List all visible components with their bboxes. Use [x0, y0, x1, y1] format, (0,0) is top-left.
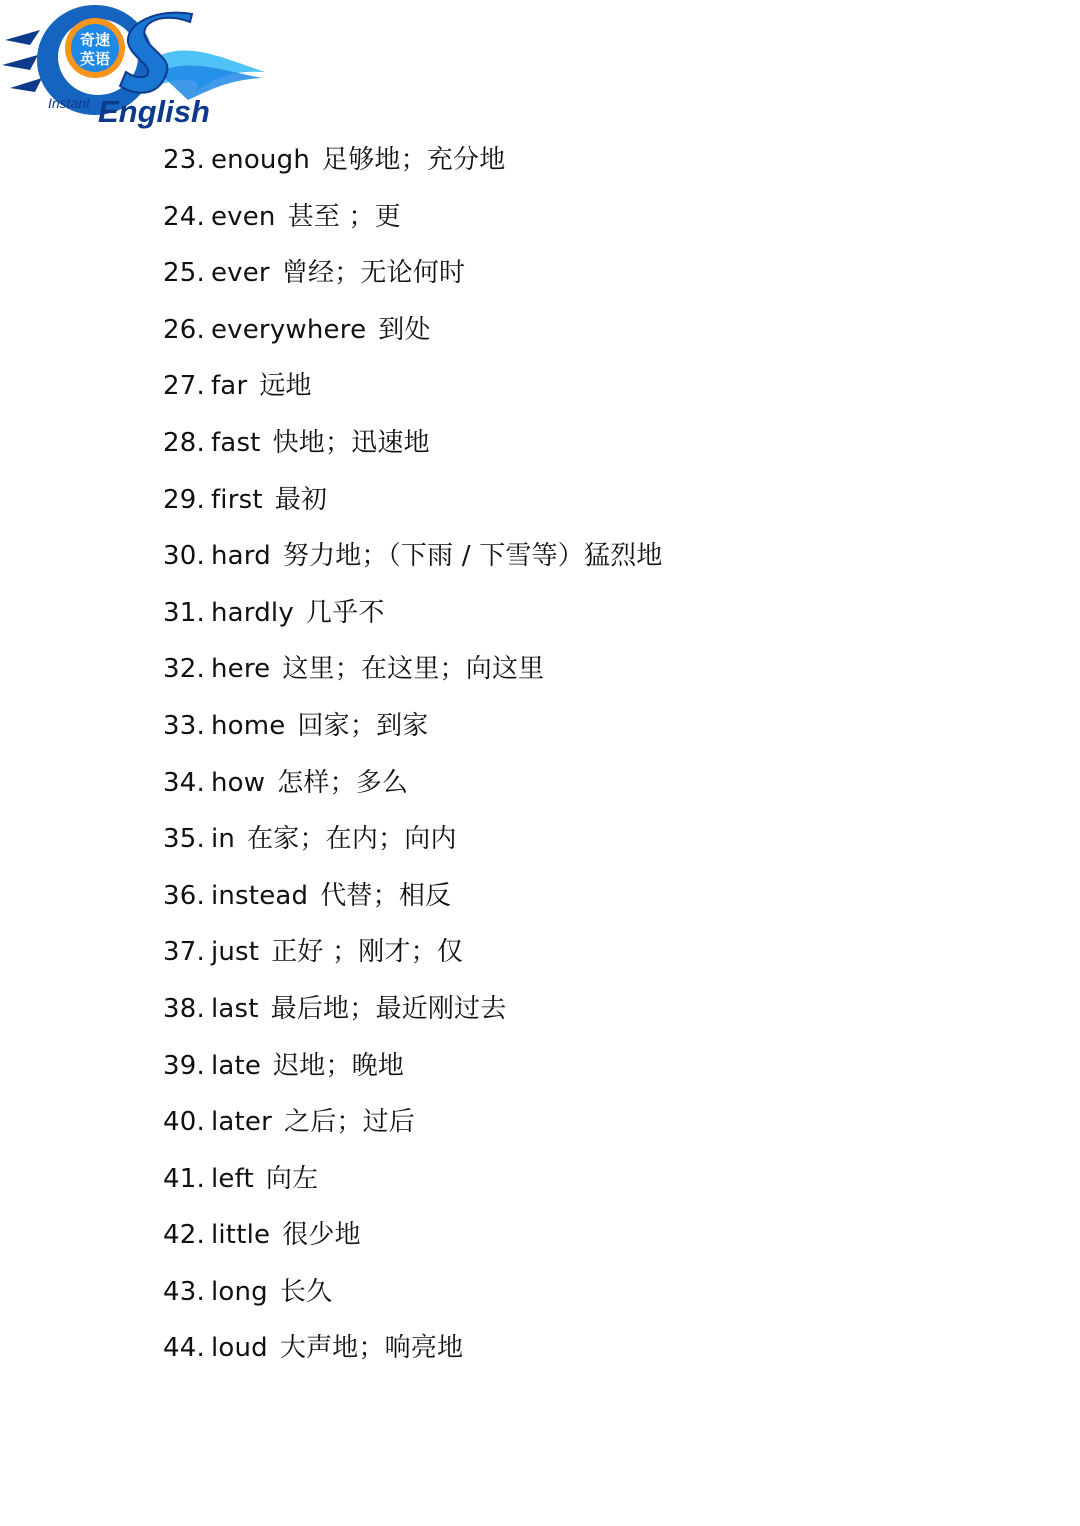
vocab-item: [163, 189, 663, 246]
vocab-item: [163, 245, 663, 302]
vocab-word: home: [210, 710, 286, 741]
vocab-meaning: 很少地: [282, 1220, 361, 1251]
vocab-word: just: [210, 937, 260, 968]
vocab-number: 36.: [163, 880, 205, 911]
vocab-item: [163, 811, 663, 868]
qs-english-logo: [0, 0, 270, 135]
vocab-word: later: [210, 1107, 272, 1138]
vocab-number: 25.: [163, 258, 205, 289]
vocab-meaning: 之后；过后: [284, 1107, 416, 1138]
vocab-number: 29.: [163, 484, 205, 515]
vocab-item: [163, 1094, 663, 1151]
vocab-word: enough: [210, 145, 310, 175]
vocab-word: last: [210, 993, 259, 1024]
vocab-item: [163, 415, 663, 472]
vocab-word: far: [210, 371, 248, 402]
vocab-meaning: 远地: [259, 371, 312, 402]
vocab-word: in: [210, 824, 236, 855]
vocab-meaning: 到处: [378, 314, 431, 345]
vocab-meaning: 迟地；晚地: [273, 1050, 405, 1081]
vocab-number: 44.: [163, 1333, 205, 1364]
vocab-meaning: 这里；在这里；向这里: [282, 654, 545, 685]
vocab-item: [163, 981, 663, 1038]
vocab-word: loud: [210, 1333, 268, 1364]
vocab-item: [163, 528, 663, 585]
vocab-meaning: 向左: [265, 1163, 319, 1194]
vocab-item: [163, 1264, 663, 1321]
vocab-number: 30.: [163, 541, 205, 572]
vocab-meaning: 快地；迅速地: [272, 427, 430, 458]
vocab-number: 41.: [163, 1163, 205, 1194]
vocab-item: [163, 585, 663, 642]
vocab-number: 28.: [163, 427, 205, 458]
vocab-meaning: 大声地；响亮地: [279, 1333, 464, 1364]
vocab-word: first: [210, 484, 263, 515]
vocab-number: 31.: [163, 597, 205, 628]
vocab-item: [163, 868, 663, 925]
vocab-list: [163, 132, 663, 1377]
vocab-number: 26.: [163, 314, 205, 345]
vocab-number: 40.: [163, 1107, 205, 1138]
vocab-number: 34.: [163, 767, 205, 798]
vocab-meaning: 最后地；最近刚过去: [270, 993, 507, 1024]
vocab-word: hardly: [210, 597, 294, 628]
vocab-word: late: [210, 1050, 262, 1081]
vocab-item: [163, 472, 663, 529]
vocab-number: 33.: [163, 710, 205, 741]
vocab-number: 38.: [163, 993, 205, 1024]
vocab-meaning: 在家；在内；向内: [247, 824, 457, 855]
logo-tagline-small: Instant: [48, 95, 91, 111]
vocab-item: [163, 698, 663, 755]
vocab-meaning: 怎样；多么: [277, 767, 409, 798]
vocab-item: [163, 1320, 663, 1377]
vocab-number: 24.: [163, 201, 205, 232]
vocab-item: [163, 302, 663, 359]
vocab-word: everywhere: [210, 314, 367, 345]
vocab-item: [163, 1151, 663, 1208]
vocab-meaning: 足够地；充分地: [322, 145, 506, 175]
vocab-meaning: 长久: [279, 1276, 333, 1307]
vocab-word: hard: [210, 541, 271, 572]
vocab-meaning: 正好 ；刚才；仅: [271, 937, 464, 968]
vocab-item: [163, 132, 663, 189]
vocab-meaning: 几乎不: [305, 597, 385, 628]
vocab-number: 39.: [163, 1050, 205, 1081]
vocab-meaning: 甚至 ；更: [287, 201, 401, 232]
vocab-number: 37.: [163, 937, 205, 968]
vocab-meaning: 代替；相反: [320, 880, 452, 911]
vocab-word: left: [210, 1163, 254, 1194]
vocab-item: [163, 641, 663, 698]
vocab-number: 32.: [163, 654, 205, 685]
vocab-word: little: [210, 1220, 271, 1251]
vocab-meaning: 最初: [274, 484, 328, 515]
vocab-word: how: [210, 767, 266, 798]
vocab-meaning: 努力地；（下雨 / 下雪等）猛烈地: [282, 541, 663, 572]
vocab-word: long: [210, 1276, 268, 1307]
vocab-number: 43.: [163, 1276, 205, 1307]
vocab-meaning: 回家；到家: [297, 710, 429, 741]
vocab-word: fast: [210, 427, 261, 458]
vocab-word: ever: [210, 258, 270, 289]
vocab-item: [163, 358, 663, 415]
vocab-word: here: [210, 654, 271, 685]
vocab-item: [163, 1038, 663, 1095]
logo-badge-line1: 奇速: [79, 31, 111, 49]
vocab-item: [163, 924, 663, 981]
logo-badge-line2: 英语: [79, 50, 111, 68]
vocab-number: 27.: [163, 371, 205, 402]
vocab-item: [163, 755, 663, 812]
vocab-meaning: 曾经；无论何时: [281, 258, 466, 289]
vocab-number: 23.: [163, 145, 205, 175]
logo-tagline-large: English: [98, 94, 210, 129]
vocab-word: even: [210, 201, 276, 232]
vocab-number: 35.: [163, 824, 205, 855]
vocab-number: 42.: [163, 1220, 205, 1251]
vocab-item: [163, 1207, 663, 1264]
vocab-word: instead: [210, 880, 309, 911]
